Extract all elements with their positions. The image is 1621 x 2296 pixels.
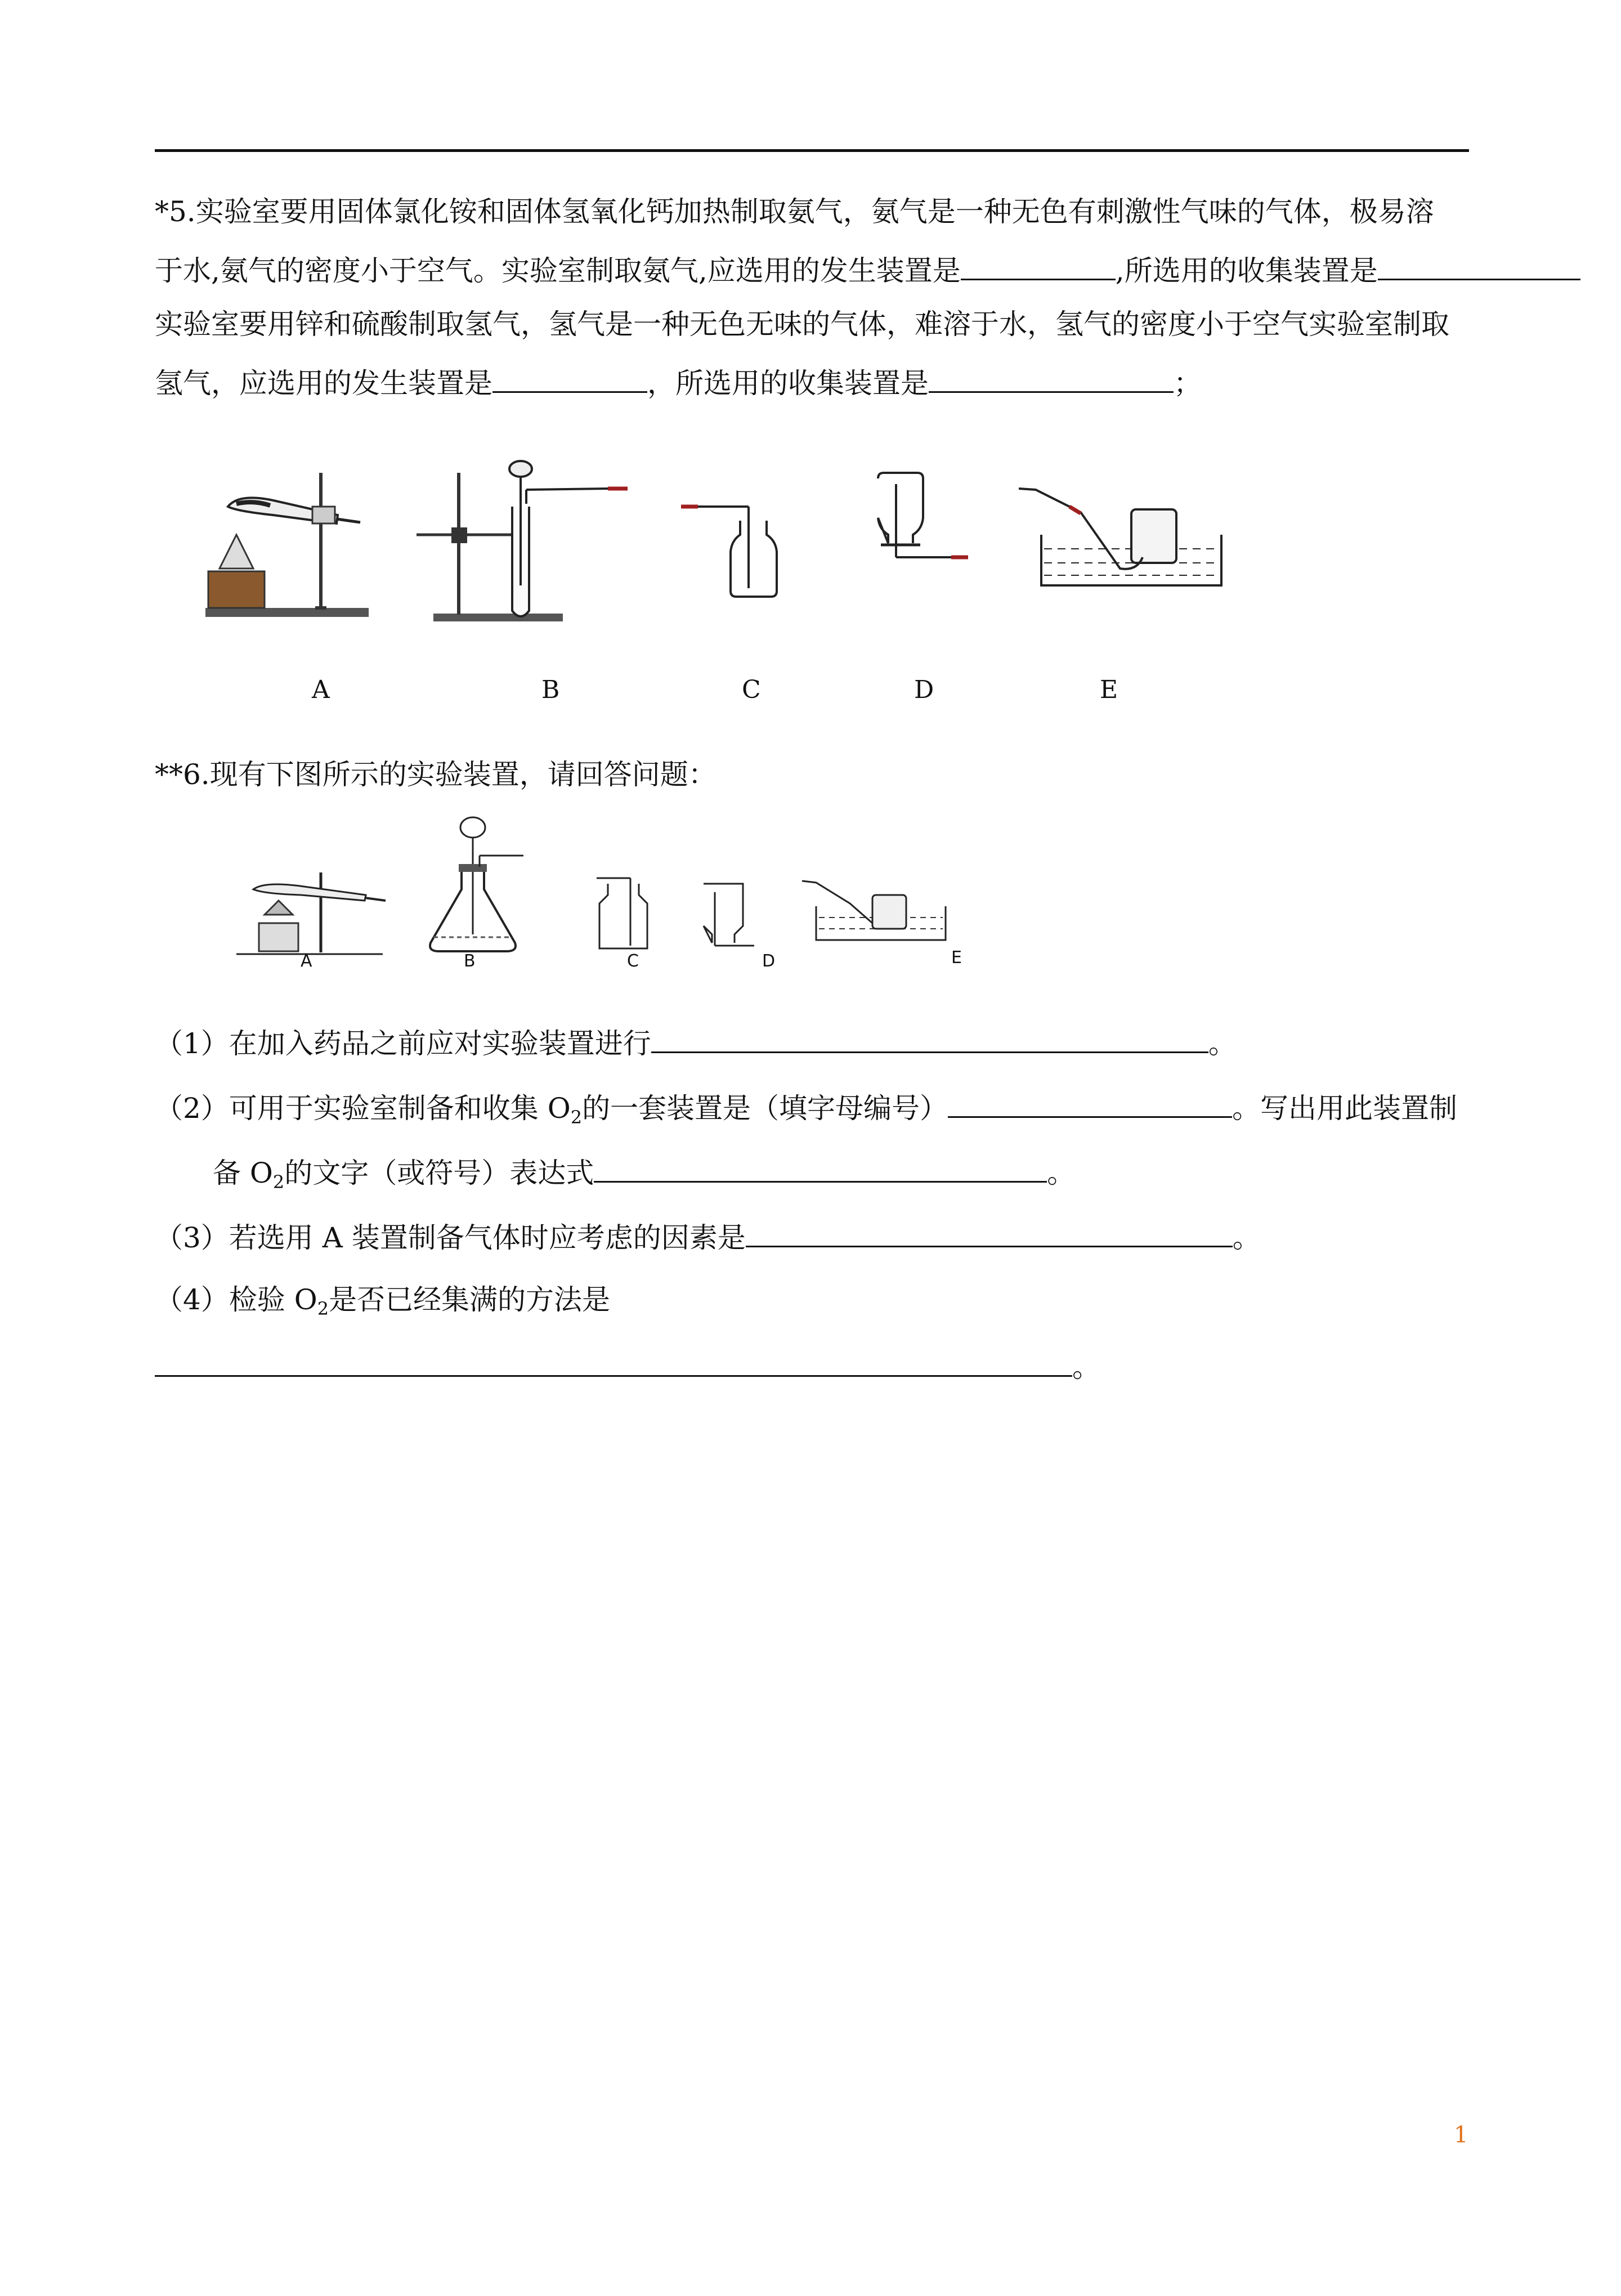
header-rule xyxy=(155,149,1469,152)
q6-label-a: A xyxy=(301,951,312,971)
q5-ammonia-collector-blank[interactable] xyxy=(1378,246,1580,280)
q6-apparatus-figure xyxy=(236,811,1024,957)
apparatus-b-icon xyxy=(417,461,628,621)
apparatus-e-icon xyxy=(1019,489,1221,585)
q6-part-1-end: 。 xyxy=(1208,1027,1237,1060)
q6-title: **6.现有下图所示的实验装置，请回答问题： xyxy=(155,758,717,791)
q6-part-3 xyxy=(155,1213,1261,1260)
q5-ammonia-generator-blank[interactable] xyxy=(961,246,1116,280)
apparatus-b-small-icon xyxy=(430,817,523,951)
q6-part-2-subscript-2: 2 xyxy=(272,1171,285,1193)
q5-line-4-text-b: ，所选用的收集装置是 xyxy=(647,367,929,400)
q6-part-4-blank[interactable] xyxy=(155,1342,1072,1377)
apparatus-a-small-icon xyxy=(236,872,386,954)
q6-part-1-text: （1）在加入药品之前应对实验装置进行 xyxy=(155,1027,651,1060)
q6-part-2-expression-blank[interactable] xyxy=(594,1148,1047,1183)
q5-line-4 xyxy=(155,359,1202,405)
q5-hydrogen-generator-blank[interactable] xyxy=(492,359,647,393)
q6-label-d: D xyxy=(762,951,776,971)
q5-line-4-text-a: 氢气，应选用的发生装置是 xyxy=(155,367,492,400)
q6-part-4-text-b: 是否已经集满的方法是 xyxy=(329,1283,611,1316)
q6-part-3-end: 。 xyxy=(1232,1221,1261,1254)
apparatus-a-icon xyxy=(205,473,369,617)
q6-part-4-text-a: （4）检验 O xyxy=(155,1283,317,1316)
q6-label-e: E xyxy=(951,948,962,968)
q6-part-2-text-a: （2）可用于实验室制备和收集 O xyxy=(155,1092,571,1125)
q5-line-1: *5.实验室要用固体氯化铵和固体氢氧化钙加热制取氨气，氨气是一种无色有刺激性气味的气体，极易溶 xyxy=(155,195,1434,228)
q6-label-c: C xyxy=(627,951,639,971)
q6-part-2-subscript: 2 xyxy=(570,1107,583,1128)
q6-part-2-blank[interactable] xyxy=(948,1084,1232,1118)
q5-label-d: D xyxy=(914,675,934,704)
q5-line-2-text-a: 于水,氨气的密度小于空气。实验室制取氨气,应选用的发生装置是 xyxy=(155,254,961,287)
q5-label-c: C xyxy=(742,675,761,704)
q6-part-2-text-d: 备 O xyxy=(213,1157,273,1189)
q6-part-4-answer xyxy=(155,1342,1100,1389)
q6-part-3-text: （3）若选用 A 装置制备气体时应考虑的因素是 xyxy=(155,1221,746,1254)
q6-part-2-end: 。 xyxy=(1047,1157,1076,1189)
q5-line-2 xyxy=(155,246,1580,293)
q6-part-3-blank[interactable] xyxy=(746,1213,1233,1247)
q6-part-2-cont xyxy=(213,1148,1075,1204)
q5-label-e: E xyxy=(1100,675,1118,704)
q5-apparatus-figure xyxy=(191,450,1233,636)
q5-label-b: B xyxy=(541,675,560,704)
q6-part-4-subscript: 2 xyxy=(317,1298,329,1319)
apparatus-c-small-icon xyxy=(597,878,647,948)
q6-part-2-text-c: 。写出用此装置制 xyxy=(1232,1092,1458,1125)
q6-part-4-end: 。 xyxy=(1072,1351,1100,1384)
q5-hydrogen-collector-blank[interactable] xyxy=(929,359,1174,393)
q6-label-b: B xyxy=(464,951,476,971)
q5-line-3: 实验室要用锌和硫酸制取氢气，氢气是一种无色无味的气体，难溶于水，氢气的密度小于空气实验室制取 xyxy=(155,308,1449,341)
apparatus-e-small-icon xyxy=(802,881,946,940)
q6-part-1 xyxy=(155,1019,1237,1066)
q6-part-2-text-e: 的文字（或符号）表达式 xyxy=(284,1157,594,1189)
page-number: 1 xyxy=(1454,2122,1468,2148)
q6-part-2 xyxy=(155,1084,1457,1139)
apparatus-d-small-icon xyxy=(704,884,754,946)
q5-line-2-text-b: ,所选用的收集装置是 xyxy=(1115,254,1378,287)
q6-part-2-text-b: 的一套装置是（填字母编号） xyxy=(582,1092,948,1125)
q6-part-4 xyxy=(155,1278,610,1331)
q5-label-a: A xyxy=(312,675,330,704)
q5-line-4-text-c: ； xyxy=(1174,367,1202,400)
q6-part-1-blank[interactable] xyxy=(651,1019,1208,1053)
apparatus-d-icon xyxy=(878,473,968,557)
apparatus-c-icon xyxy=(681,507,777,597)
